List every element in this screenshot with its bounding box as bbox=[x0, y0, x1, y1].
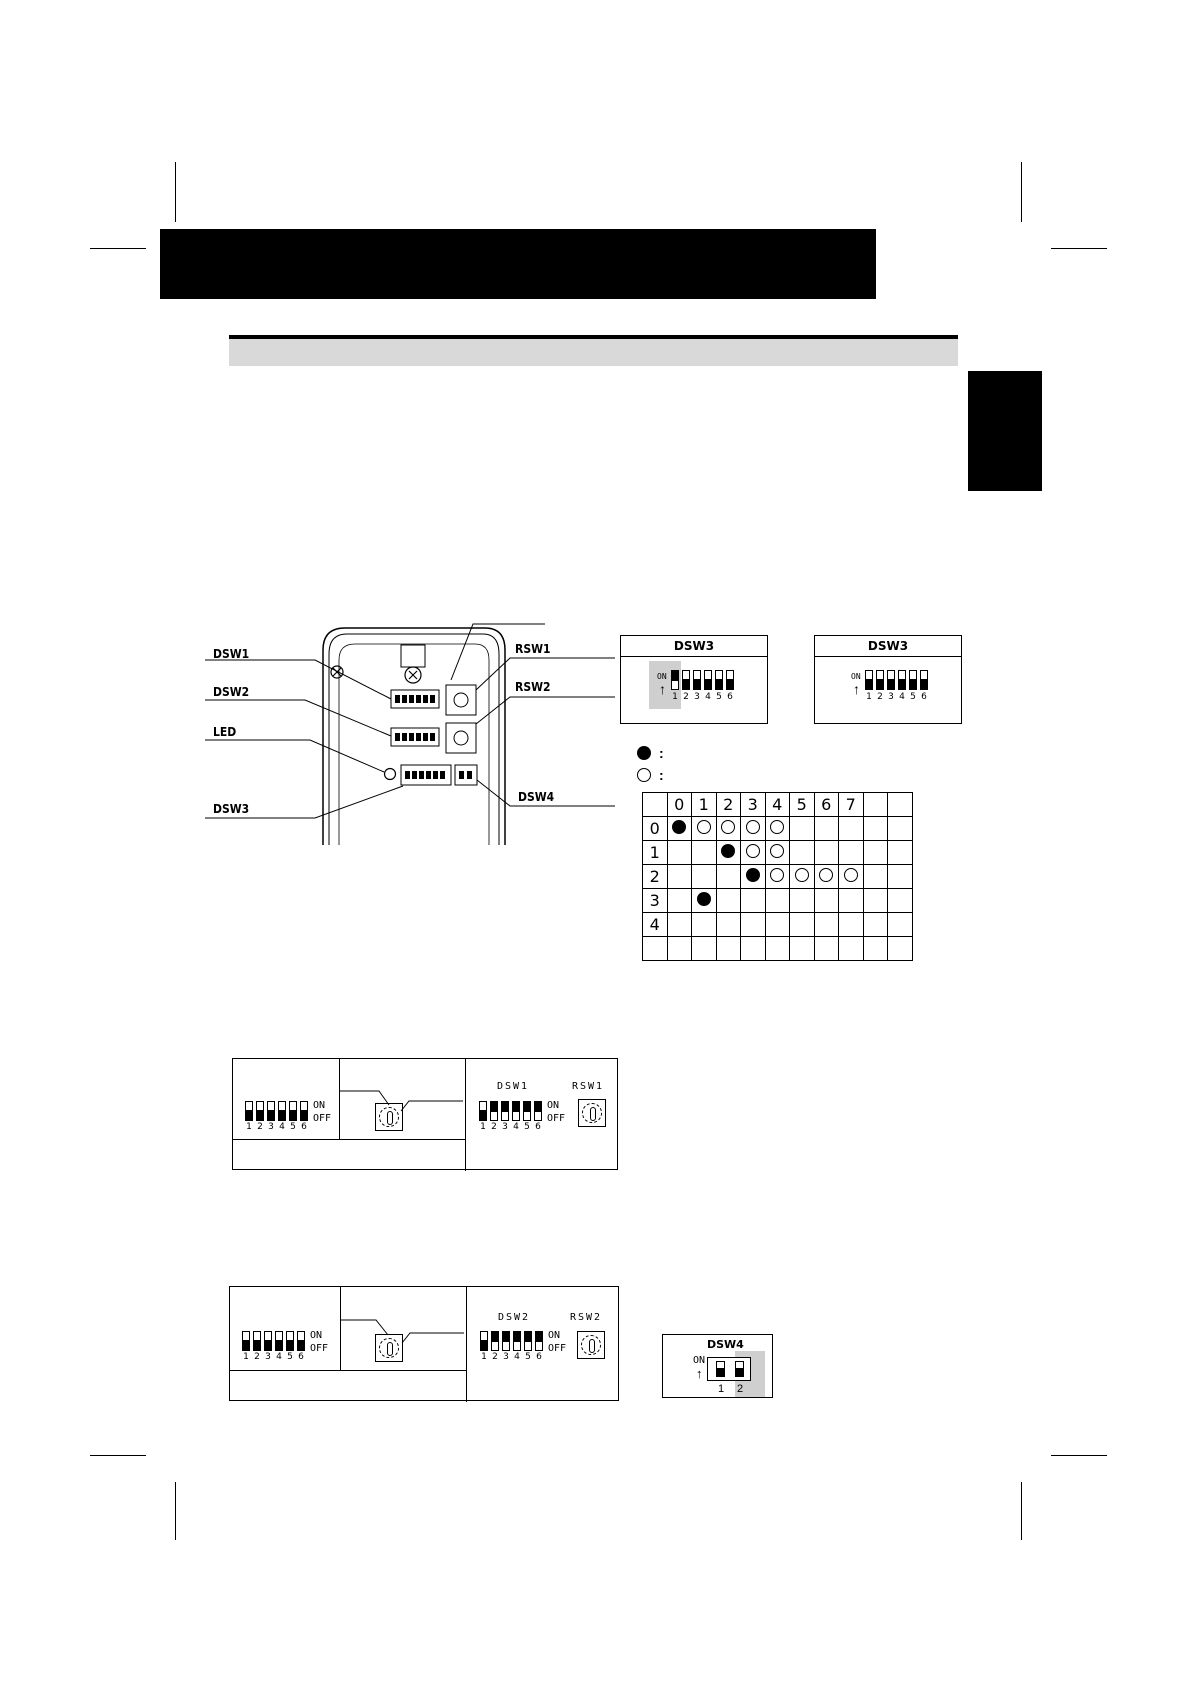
dip-number: 2 bbox=[492, 1352, 498, 1362]
grid-cell bbox=[839, 817, 864, 841]
grid-cell bbox=[692, 889, 717, 913]
grid-cell bbox=[790, 913, 815, 937]
grid-cell bbox=[790, 841, 815, 865]
grid-row-header: 3 bbox=[643, 889, 668, 913]
label-dsw4: DSW4 bbox=[518, 790, 555, 804]
dip-lever bbox=[693, 670, 701, 690]
on-arrow: ↑ bbox=[696, 1366, 703, 1381]
grid-cell bbox=[765, 913, 790, 937]
dip-lever bbox=[716, 1361, 725, 1377]
dip-number: 3 bbox=[265, 1352, 271, 1362]
label-dsw2: DSW2 bbox=[213, 685, 250, 699]
dsw4-title: DSW4 bbox=[707, 1338, 744, 1351]
grid-cell bbox=[716, 817, 741, 841]
grid-cell bbox=[667, 817, 692, 841]
on-label: ON bbox=[693, 1355, 706, 1366]
dip-lever bbox=[534, 1101, 542, 1121]
dip-number: 6 bbox=[536, 1352, 542, 1362]
grid-cell bbox=[839, 937, 864, 961]
dip-lever bbox=[512, 1101, 520, 1121]
grid-cell bbox=[888, 865, 913, 889]
grid-cell bbox=[888, 937, 913, 961]
grid-col-header: 6 bbox=[814, 793, 839, 817]
on-label: ON bbox=[313, 1100, 326, 1111]
dip-number: 6 bbox=[298, 1352, 304, 1362]
dip-switch-6 bbox=[245, 1101, 308, 1121]
dip-number: 5 bbox=[524, 1122, 530, 1132]
grid-cell bbox=[863, 841, 888, 865]
grid-cell bbox=[863, 937, 888, 961]
dip-switch-numbers bbox=[479, 1122, 542, 1132]
dip-lever bbox=[256, 1101, 264, 1121]
dip-lever bbox=[480, 1331, 488, 1351]
grid-cell bbox=[692, 865, 717, 889]
off-label: OFF bbox=[313, 1113, 332, 1124]
crop-mark bbox=[1021, 162, 1022, 222]
dip-number: 6 bbox=[921, 692, 927, 702]
dip-number: 4 bbox=[276, 1352, 282, 1362]
dip-number: 1 bbox=[243, 1352, 249, 1362]
open-circle-icon bbox=[770, 820, 784, 834]
dip-switch-6 bbox=[479, 1101, 542, 1121]
dip-number: 5 bbox=[290, 1122, 296, 1132]
dsw4-setting-box bbox=[662, 1334, 773, 1398]
off-label: OFF bbox=[310, 1343, 329, 1354]
grid-col-header: 3 bbox=[741, 793, 766, 817]
dip-number: 3 bbox=[888, 692, 894, 702]
grid-row-header: 4 bbox=[643, 913, 668, 937]
grid-col-header bbox=[863, 793, 888, 817]
dip-number: 6 bbox=[301, 1122, 307, 1132]
dip-switch-numbers bbox=[865, 692, 928, 702]
grid-cell bbox=[765, 865, 790, 889]
grid-cell bbox=[888, 889, 913, 913]
dip-lever bbox=[865, 670, 873, 690]
dip-lever bbox=[513, 1331, 521, 1351]
dip-number: 4 bbox=[279, 1122, 285, 1132]
dsw3-setting-box-on bbox=[620, 635, 768, 724]
grid-cell bbox=[716, 865, 741, 889]
grid-cell bbox=[716, 841, 741, 865]
dsw1-label: DSW1 bbox=[497, 1081, 530, 1092]
dip-lever bbox=[715, 670, 723, 690]
label-dsw3: DSW3 bbox=[213, 802, 250, 816]
rsw2-label: RSW2 bbox=[570, 1312, 603, 1323]
grid-col-header: 0 bbox=[667, 793, 692, 817]
dip-number: 2 bbox=[254, 1352, 260, 1362]
dip-switch-6 bbox=[480, 1331, 543, 1351]
grid-cell bbox=[741, 817, 766, 841]
grid-cell bbox=[692, 913, 717, 937]
leader-lines bbox=[339, 1059, 465, 1139]
setting-panel-2 bbox=[229, 1286, 619, 1401]
dip-lever bbox=[479, 1101, 487, 1121]
on-label: ON bbox=[657, 672, 667, 681]
dip-number: 6 bbox=[727, 692, 733, 702]
panel-divider bbox=[466, 1287, 467, 1402]
grid-cell bbox=[716, 913, 741, 937]
grid-cell bbox=[888, 841, 913, 865]
dip-number: 2 bbox=[491, 1122, 497, 1132]
crop-mark bbox=[175, 162, 176, 222]
dip-number: 2 bbox=[877, 692, 883, 702]
grid-cell bbox=[839, 913, 864, 937]
grid-cell bbox=[741, 937, 766, 961]
dip-number: 1 bbox=[672, 692, 678, 702]
dip-lever bbox=[898, 670, 906, 690]
crop-mark bbox=[1051, 1455, 1107, 1456]
dip-switch-2 bbox=[707, 1357, 751, 1381]
grid-col-header: 1 bbox=[692, 793, 717, 817]
dip-lever bbox=[490, 1101, 498, 1121]
dip-number-2: 2 bbox=[737, 1383, 744, 1395]
dip-lever bbox=[297, 1331, 305, 1351]
dip-lever bbox=[726, 670, 734, 690]
filled-circle-icon bbox=[672, 820, 686, 834]
dip-lever bbox=[704, 670, 712, 690]
dsw2-label: DSW2 bbox=[498, 1312, 531, 1323]
section-heading-band bbox=[229, 339, 958, 366]
crop-mark bbox=[90, 248, 146, 249]
grid-cell bbox=[863, 889, 888, 913]
dip-lever bbox=[501, 1101, 509, 1121]
dip-number: 4 bbox=[705, 692, 711, 702]
label-dsw1: DSW1 bbox=[213, 647, 250, 661]
grid-cell bbox=[888, 817, 913, 841]
off-label: OFF bbox=[548, 1343, 567, 1354]
dip-lever bbox=[289, 1101, 297, 1121]
dsw3-setting-box-off bbox=[814, 635, 962, 724]
grid-cell bbox=[765, 937, 790, 961]
grid-row-header: 2 bbox=[643, 865, 668, 889]
panel-divider bbox=[233, 1139, 465, 1140]
grid-cell bbox=[716, 937, 741, 961]
dip-lever bbox=[887, 670, 895, 690]
grid-cell bbox=[765, 841, 790, 865]
grid-cell bbox=[839, 841, 864, 865]
dip-number: 1 bbox=[480, 1122, 486, 1132]
dip-lever bbox=[502, 1331, 510, 1351]
on-arrow: ↑ bbox=[659, 681, 666, 697]
open-circle-icon bbox=[819, 868, 833, 882]
grid-cell bbox=[863, 913, 888, 937]
on-arrow: ↑ bbox=[853, 681, 860, 697]
dip-number: 3 bbox=[502, 1122, 508, 1132]
grid-row-header: 0 bbox=[643, 817, 668, 841]
dip-lever bbox=[253, 1331, 261, 1351]
dip-lever bbox=[275, 1331, 283, 1351]
on-label: ON bbox=[547, 1100, 560, 1111]
grid-cell bbox=[814, 937, 839, 961]
filled-circle-icon bbox=[746, 868, 760, 882]
grid-cell bbox=[814, 913, 839, 937]
grid-corner bbox=[643, 793, 668, 817]
dip-number: 5 bbox=[287, 1352, 293, 1362]
crop-mark bbox=[175, 1482, 176, 1540]
dip-switch-numbers bbox=[245, 1122, 308, 1132]
dip-lever bbox=[286, 1331, 294, 1351]
legend-open bbox=[637, 767, 664, 783]
dip-lever bbox=[523, 1101, 531, 1121]
grid-cell bbox=[839, 889, 864, 913]
dsw3-box-title: DSW3 bbox=[621, 636, 767, 657]
open-circle-icon bbox=[795, 868, 809, 882]
filled-circle-icon bbox=[721, 844, 735, 858]
open-circle-icon bbox=[770, 868, 784, 882]
grid-cell bbox=[839, 865, 864, 889]
dip-lever bbox=[535, 1331, 543, 1351]
dip-lever bbox=[920, 670, 928, 690]
open-circle-icon bbox=[746, 844, 760, 858]
chapter-side-tab bbox=[968, 371, 1042, 491]
chapter-header-bar bbox=[160, 229, 876, 299]
device-board-diagram bbox=[205, 620, 615, 850]
panel-divider bbox=[230, 1370, 466, 1371]
setting-panel-1 bbox=[232, 1058, 618, 1170]
grid-cell bbox=[741, 841, 766, 865]
open-circle-icon bbox=[770, 844, 784, 858]
dip-number: 4 bbox=[513, 1122, 519, 1132]
dip-number: 4 bbox=[514, 1352, 520, 1362]
grid-cell bbox=[741, 913, 766, 937]
dip-lever bbox=[267, 1101, 275, 1121]
label-rsw1: RSW1 bbox=[515, 642, 551, 656]
dip-number: 3 bbox=[268, 1122, 274, 1132]
grid-cell bbox=[863, 817, 888, 841]
grid-cell bbox=[814, 841, 839, 865]
open-circle-icon bbox=[844, 868, 858, 882]
dip-number: 1 bbox=[866, 692, 872, 702]
grid-cell bbox=[667, 865, 692, 889]
legend-separator: : bbox=[659, 745, 664, 761]
label-rsw2: RSW2 bbox=[515, 680, 551, 694]
dip-lever bbox=[909, 670, 917, 690]
grid-cell bbox=[765, 817, 790, 841]
open-circle-icon bbox=[721, 820, 735, 834]
legend-separator: : bbox=[659, 767, 664, 783]
grid-col-header: 7 bbox=[839, 793, 864, 817]
dip-number: 3 bbox=[503, 1352, 509, 1362]
grid-cell bbox=[716, 889, 741, 913]
dip-number: 5 bbox=[525, 1352, 531, 1362]
grid-cell bbox=[814, 817, 839, 841]
dip-lever bbox=[242, 1331, 250, 1351]
dip-number: 6 bbox=[535, 1122, 541, 1132]
open-circle-icon bbox=[746, 820, 760, 834]
rotary-switch-icon bbox=[577, 1331, 605, 1359]
off-label: OFF bbox=[547, 1113, 566, 1124]
on-label: ON bbox=[548, 1330, 561, 1341]
grid-cell bbox=[765, 889, 790, 913]
crop-mark bbox=[1021, 1482, 1022, 1540]
grid-col-header: 4 bbox=[765, 793, 790, 817]
grid-cell bbox=[667, 913, 692, 937]
crop-mark bbox=[90, 1455, 146, 1456]
grid-row-header bbox=[643, 937, 668, 961]
grid-col-header: 2 bbox=[716, 793, 741, 817]
crop-mark bbox=[1051, 248, 1107, 249]
dip-number: 2 bbox=[257, 1122, 263, 1132]
open-circle-icon bbox=[697, 820, 711, 834]
dip-number: 1 bbox=[481, 1352, 487, 1362]
dip-number: 5 bbox=[910, 692, 916, 702]
grid-cell bbox=[667, 841, 692, 865]
panel-divider bbox=[465, 1059, 466, 1171]
dip-lever bbox=[245, 1101, 253, 1121]
grid-cell bbox=[692, 817, 717, 841]
grid-cell bbox=[790, 817, 815, 841]
grid-cell bbox=[692, 937, 717, 961]
legend-filled bbox=[637, 745, 664, 761]
dip-switch-6 bbox=[865, 670, 928, 690]
grid-cell bbox=[790, 889, 815, 913]
dip-switch-6 bbox=[671, 670, 734, 690]
filled-circle-icon bbox=[637, 746, 651, 760]
rsw1-label: RSW1 bbox=[572, 1081, 605, 1092]
dip-lever bbox=[671, 670, 679, 690]
grid-cell bbox=[814, 865, 839, 889]
dip-lever bbox=[491, 1331, 499, 1351]
open-circle-icon bbox=[637, 768, 651, 782]
dip-switch-numbers bbox=[480, 1352, 543, 1362]
grid-cell bbox=[814, 889, 839, 913]
dip-lever bbox=[735, 1361, 744, 1377]
dsw3-box-title: DSW3 bbox=[815, 636, 961, 657]
grid-col-header: 5 bbox=[790, 793, 815, 817]
dip-switch-numbers bbox=[671, 692, 734, 702]
dip-number-1: 1 bbox=[718, 1383, 725, 1395]
dip-number: 4 bbox=[899, 692, 905, 702]
compatibility-grid bbox=[642, 792, 913, 961]
dip-lever bbox=[524, 1331, 532, 1351]
grid-cell bbox=[888, 913, 913, 937]
dip-switch-numbers bbox=[242, 1352, 305, 1362]
dip-lever bbox=[300, 1101, 308, 1121]
grid-cell bbox=[667, 937, 692, 961]
leader-lines bbox=[340, 1287, 466, 1370]
filled-circle-icon bbox=[697, 892, 711, 906]
dip-lever bbox=[876, 670, 884, 690]
dip-number: 2 bbox=[683, 692, 689, 702]
dip-number: 3 bbox=[694, 692, 700, 702]
dip-lever bbox=[278, 1101, 286, 1121]
grid-row-header: 1 bbox=[643, 841, 668, 865]
label-led: LED bbox=[213, 725, 237, 739]
dip-number: 1 bbox=[246, 1122, 252, 1132]
dip-number: 5 bbox=[716, 692, 722, 702]
dip-switch-6 bbox=[242, 1331, 305, 1351]
on-label: ON bbox=[310, 1330, 323, 1341]
rotary-switch-icon bbox=[578, 1099, 606, 1127]
grid-cell bbox=[741, 889, 766, 913]
dip-lever bbox=[264, 1331, 272, 1351]
grid-cell bbox=[863, 865, 888, 889]
dip-lever bbox=[682, 670, 690, 690]
on-label: ON bbox=[851, 672, 861, 681]
grid-cell bbox=[741, 865, 766, 889]
grid-cell bbox=[790, 937, 815, 961]
grid-cell bbox=[790, 865, 815, 889]
grid-cell bbox=[667, 889, 692, 913]
grid-col-header bbox=[888, 793, 913, 817]
grid-cell bbox=[692, 841, 717, 865]
